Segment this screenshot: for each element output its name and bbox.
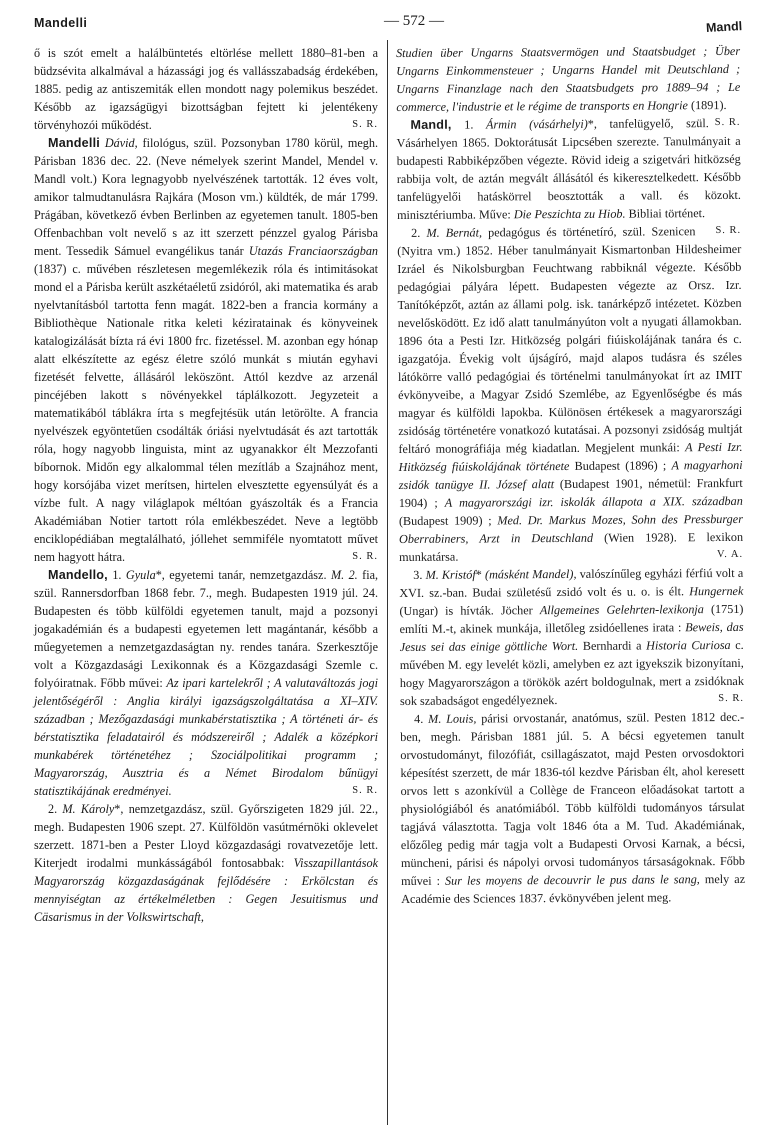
- entry-continuation: ő is szót emelt a halálbüntetés eltörlése mellett 1880–81-ben a büdzsévita alkalmával a házassági jog és vallásszabadság érdekében, 1885. pedig az antiszemiták ellen mondott nagy polemikus beszédet. Később az igazságügyi bizottságban fejtett ki jelentékeny törvényhozói működést. S. R.: [34, 46, 378, 132]
- author-signature: S. R.: [352, 119, 378, 130]
- author-signature: S. R.: [352, 785, 378, 796]
- entry-name: M. Bernát,: [426, 225, 483, 240]
- work-title: Historia Curiosa: [646, 637, 731, 653]
- entry-name: Ármin (vásárhelyi): [485, 116, 588, 132]
- entry-headword: Mandl,: [410, 117, 452, 132]
- cross-reference: M. 2.: [330, 568, 358, 582]
- entry-mandl-kristof: 3. M. Kristóf* (másként Mandel), valószínűleg egyházi férfiú volt a XVI. sz.-ban. Budai születésű zsidó volt és u. o. is élt. Hungernek (Ungar) is hívták. Jöcher Allgemeines Gelehrten-lexikonja (1751) említi M.-t, akinek munkája, illetőleg zsidóellenes irata : Beweis, das Jesus sei das einige göttliche Wort. Bernhardi a Historia Curiosa c. művében M. egy levelét közli, amelyben ez azt igyekszik bizonyítani, hogy Magyarországon a törökök azért boldogulnak, mert a zsidóknak sok szabadságot engedélyeznek. S. R.: [399, 565, 745, 708]
- column-divider: [387, 40, 388, 1125]
- header-left-keyword: Mandelli: [34, 16, 88, 30]
- entry-mandello-gyula: Mandello, 1. Gyula*, egyetemi tanár, nemzetgazdász. M. 2. fia, szül. Rannersdorfban 1868 febr. 7., megh. Budapesten 1919 júl. 24. Budapesten és több külföldi egyetemen tanult, majd a pozsonyi jogakadémián és a budapesti egyetemen lett magántanár, később a műegyetemen a nemzetgazdaságtan ny. rendes tanára. Szerkesztője volt a Közgazdasági Lexikonnak és a Közgazdasági Szemle c. folyóiratnak. Főbb művei: Az ipari kartelekről ; A valutaváltozás jogi jelentőségéről : Anglia királyi igazságszolgáltatása a XI–XIV. században ; Mezőgazdasági munkabérstatisztika ; A történeti ár- és bérstatisztika feladatairól és módszereiről ; Adalék a középkori munkabérek történetéhez ; Szociálpolitikai programm ; Magyarország, Ausztria és a Német Birodalom bűnügyi statisztikájának eredményei. S. R.: [34, 568, 379, 798]
- work-title: Med. Dr. Markus Mozes, Sohn des Pressburger Oberrabiners, Arzt in Deutschland: [398, 511, 743, 546]
- work-title: Utazás Franciaországban: [248, 244, 379, 258]
- work-title: Sur les moyens de decouvrir le pus dans le sang,: [444, 872, 700, 888]
- author-signature: S. R.: [715, 224, 742, 237]
- work-title: A Pesti Izr. Hitközség fiúiskolájának története: [398, 439, 743, 474]
- author-signature: S. R.: [352, 551, 378, 562]
- works-list: Az ipari kartelekről ; A valutaváltozás jogi jelentőségéről : Anglia királyi igazságszolgáltatása a XI–XIV. században ; Mezőgazdasági munkabérstatisztika ; A történeti ár- és bérstatisztika feladatairól és módszereiről ; Adalék a középkori munkabérek történetéhez ; Szociálpolitikai programm ; Magyarország, Ausztria és a Német Birodalom bűnügyi statisztikájának eredményei.: [34, 676, 378, 798]
- entry-headword: Mandelli: [48, 136, 100, 150]
- entry-name: M. Kristóf: [425, 567, 476, 582]
- author-signature: S. R.: [718, 692, 745, 705]
- entry-headword: Mandello,: [48, 568, 108, 582]
- right-column: [396, 42, 745, 908]
- header-right-keyword: Mandl: [705, 19, 743, 35]
- page-number: — 572 —: [384, 13, 444, 29]
- work-title: Die Peszichta zu Hiob.: [513, 206, 626, 222]
- left-column: [34, 44, 378, 926]
- entry-mandl-bernat: 2. M. Bernát, pedagógus és történetíró, szül. Szenicen (Nyitra vm.) 1852. Héber tanulmányait Kismartonban Hildesheimer Izráel és Nikolsburgban Feuchtwang rabbiknál végezte. Később pedagógiai pályára lépett. Budapesten végezte az Orsz. Izr. Tanítóképzőt, aztán az állami polg. isk. tanárképző intézetet. Közben nevelősködött. Ez idő alatt tanulmányúton volt a nyugati államokban. 1896 óta a Pesti Izr. Hitközség polgári fiúiskolájának tanára és c. igazgatója. Évekig volt újságíró, majd alapos tudásra és széles látókörre valló pedagógiai és történelmi tanulmányokat írt az IMIT évkönyveibe, a Magyar Zsidó Szemlébe, az Egyenlőségbe és más magyar és külföldi lapokba. Különösen értékesek a magyarországi zsidóság történetére vonatkozó kutatásai. A pozsonyi zsidóság multját feltáró monográfiája még kiadatlan. Megjelent munkái: A Pesti Izr. Hitközség fiúiskolájának története Budapest (1896) ; A magyarhoni zsidók tanügye II. József alatt (Budapest 1901, németül: Frankfurt 1904) ; A magyarországi izr. iskolák állapota a XIX. században (Budapest 1909) ; Med. Dr. Markus Mozes, Sohn des Pressburger Oberrabiners, Arzt in Deutschland (Wien 1928). E lexikon munkatársa. V. A.: [397, 224, 744, 564]
- entry-continuation: Studien über Ungarns Staatsvermögen und Staatsbudget ; Über Ungarns Einkommensteuer ; Ungarns Handel mit Deutschland ; Ungarns Finanzlage nach den Staatsbudgets pro 1889–94 ; Le commerce, l'industrie et le régime de transports en Hongrie (1891). S. R.: [396, 42, 740, 116]
- work-title: A magyarországi izr. iskolák állapota a XIX. században: [444, 493, 743, 510]
- entry-name: M. Louis,: [428, 711, 477, 726]
- entry-mandello-karoly: 2. M. Károly*, nemzetgazdász, szül. Győrszigeten 1829 júl. 22., megh. Budapesten 1906 szept. 27. Külföldön vasútmérnöki oklevelet szerzett. 1871-ben a Pester Lloyd közgazdasági rovatvezetője lett. Kiterjedt irodalmi munkásságából fontosabbak: Visszapillantások Magyarország közgazdaságának fejlődésére : Erkölcstan és mennyiségtan az értékelméletben : Gegen Jesuitismus und Cäsarismus in der Volkswirtschaft,: [34, 802, 379, 924]
- entry-mandl-armin: Mandl, 1. Ármin (vásárhelyi)*, tanfelügyelő, szül. Vásárhelyen 1865. Doktorátusát Lipcsében szerezte. Tanulmányait a budapesti Rabbiképzőben végezte. Rövid ideig a szigetvári hitközség rabbija volt, de aztán megvált állásától és kikeresztelkedett. Később tanfelügyelői hatáskörrel beosztották a vall. és közokt. minisztériumba. Műve: Die Peszichta zu Hiob. Bibliai történet. S. R.: [396, 114, 741, 224]
- entry-name: M. Károly: [62, 802, 115, 816]
- works-list: Visszapillantások Magyarország közgazdaságának fejlődésére : Erkölcstan és mennyiségtan az értékelméletben : Gegen Jesuitismus und Cäsarismus in der Volkswirtschaft,: [34, 856, 378, 924]
- entry-mandl-louis: 4. M. Louis, párisi orvostanár, anatómus, szül. Pesten 1812 dec.-ben, megh. Párisban 1881 júl. 5. A bécsi egyetemen tanult orvostudományt, filozófiát, csillagászatot, majd Pesten orvosdoktori képesítést szerzett, de már 1836-tól kezdve Párisban élt, ahol keresett orvos lett s azonkívül a Collège de Franceon előadásokat tartott a physiológiából és anatómiából. Több külföldi tudományos társulat tagjává választotta. Tagja volt 1846 óta a M. Tud. Akadémiának, előzőleg pedig már tagja volt a Budapesti Orvosi Karnak, a bécsi, müncheni, párisi és nápolyi orvosi tudományos társaságoknak. Főbb művei : Sur les moyens de decouvrir le pus dans le sang, mely az Académie des Sciences 1837. évkönyvében jelent meg.: [400, 709, 746, 906]
- work-title: Allgemeines Gelehrten-lexikonja: [539, 602, 704, 618]
- entry-mandelli-david: Mandelli Dávid, filológus, szül. Pozsonyban 1780 körül, megh. Párisban 1836 dec. 22. (Neve némelyek szerint Mandel, Mendel v. Mandl volt.) Kora legnagyobb nyelvészének tartották. 12 éves volt, amikor talmudtanulásra Rajkára (Moson vm.) küldték, de már 1799. Prágában, következő évben Berlinben az egyetemen tanult. 1805-ben Offenbachban volt nevelő s az itt szerzett pénzzel gyalog Párisba ment. Tessedik Sámuel evangélikus tanár Utazás Franciaországban (1837) c. művében részletesen megemlékezik róla és intimitásokat mond el a Párisba került aszkétaéletű zsidóról, aki matematika és arab nyelvtanításból tartotta fenn magát. 1822-ben a francia kormány a Bibliothèque Nationale ritka keleti kéziratainak és könyveinek katalogizálását bízta rá évi 1800 frc. fizetéssel. M. azonban egy hónap alatt elkészítette az egész életre szóló munkát s miután egyhavi fizetését felvette, állásáról leköszönt. Attól kezdve az arzenál pincéjében lakott s növényekkel táplálkozott. Jegyzeteit a matematikából táblákra írta s megfejtésük után letörölte. A francia nyelvészek egyöntetűen csodálták óriási nyelvtudását és azt tartották róla, hogy nagyobb linguista, mint az ugyanakkor élt Mezzofanti bíbornok. Midőn egy alkalommal télen mezítláb a Szajnához ment, hogy korsójába vizet merítsen, hirtelen elvesztette egyensúlyát és a vízbe fult. A nagy világlapok méltóan gyászolták és a Francia Akadémiában Notier tartott róla emlékbeszédet. Neve a legtöbb enciklopédiában megtalálható, jóllehet semmiféle nyomtatott művet nem hagyott hátra. S. R.: [34, 136, 379, 564]
- works-list: Studien über Ungarns Staatsvermögen und Staatsbudget ; Über Ungarns Einkommensteuer ; Ungarns Handel mit Deutschland ; Ungarns Finanzlage nach den Staatsbudgets pro 1889–94 ; Le commerce, l'industrie et le régime de transports en Hongrie: [396, 43, 741, 114]
- work-title: Beweis, das Jesus sei das einige göttliche Wort.: [399, 619, 744, 654]
- page-header: [34, 10, 750, 36]
- entry-name: Dávid,: [104, 136, 138, 150]
- author-signature: S. R.: [714, 116, 741, 129]
- entry-name: Gyula: [125, 568, 156, 582]
- author-signature: V. A.: [716, 548, 744, 561]
- work-title: A magyarhoni zsidók tanügye II. József alatt: [398, 457, 743, 492]
